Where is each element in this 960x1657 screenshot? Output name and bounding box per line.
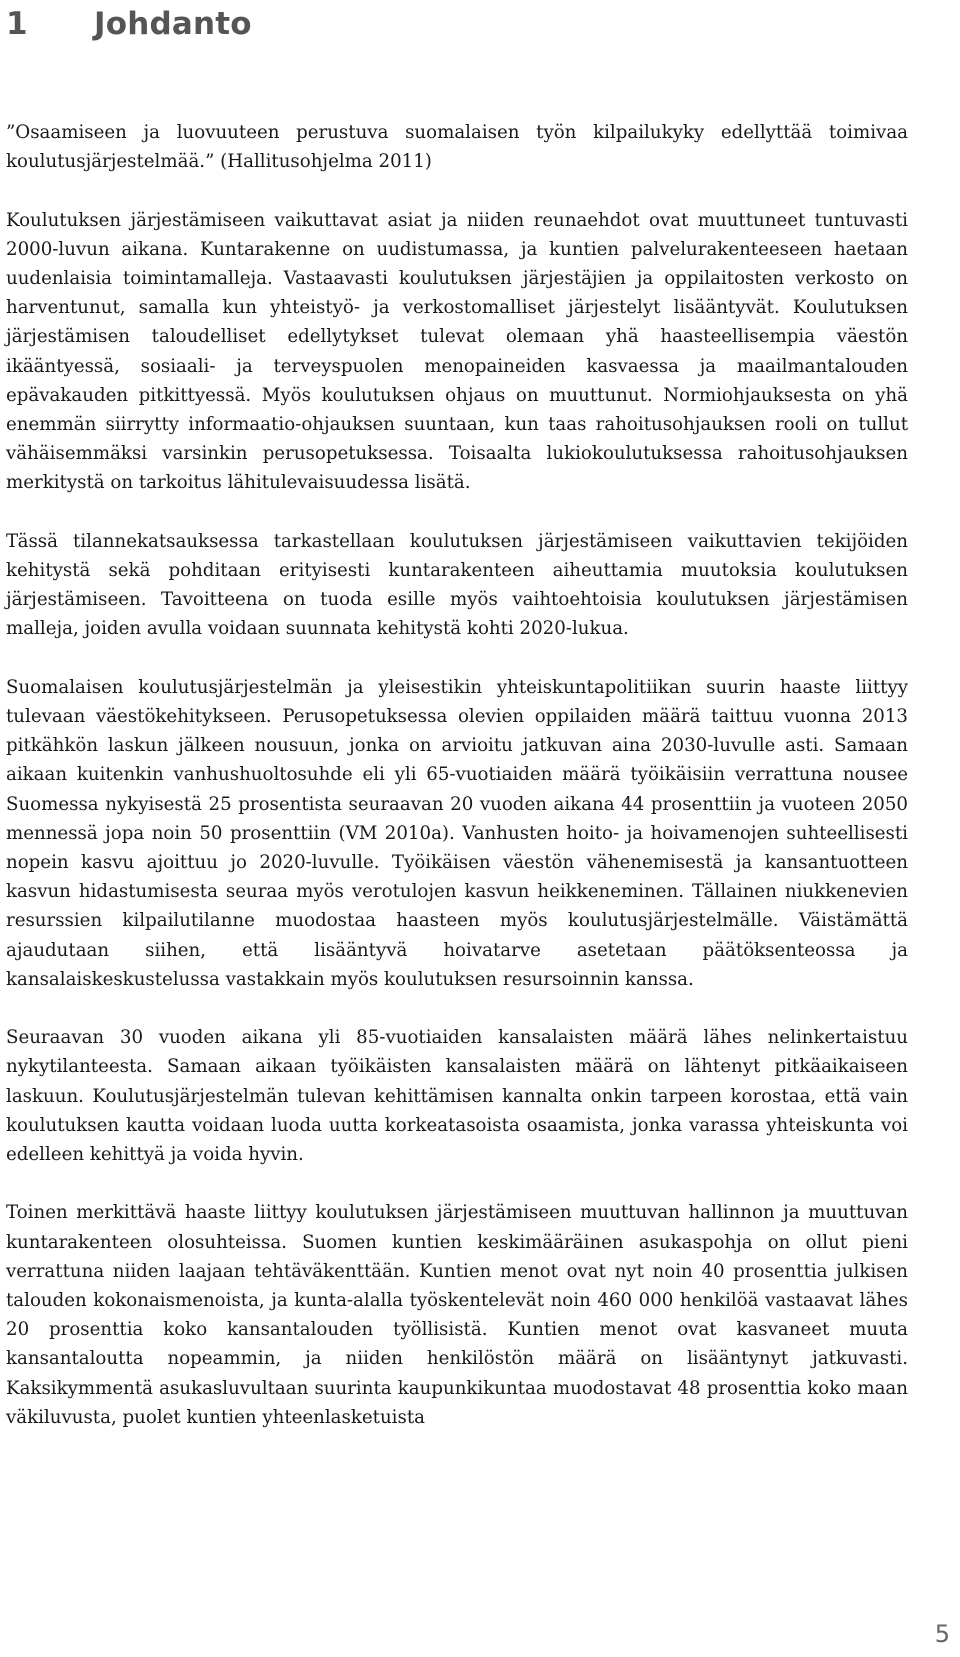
chapter-number: 1 <box>6 6 28 42</box>
paragraph: Toinen merkittävä haaste liittyy koulutuksen järjestämiseen muuttuvan hallinnon ja muuttuvan kuntarakenteen olosuhteissa. Suomen kuntien keskimääräinen asukaspohja on ollut pieni verrattuna niiden laajaan tehtäväkenttään. Kuntien menot ovat nyt noin 40 prosenttia julkisen talouden kokonaismenoista, ja kunta-alalla työskentelevät noin 460 000 henkilöä vastaavat lähes 20 prosenttia koko kansantalouden työllisistä. Kuntien menot ovat kasvaneet muuta kansantaloutta nopeammin, ja niiden henkilöstön määrä on lisääntynyt jatkuvasti. Kaksikymmentä asukasluvultaan suurinta kaupunkikuntaa muodostavat 48 prosenttia koko maan väkiluvusta, puolet kuntien yhteenlasketuista <box>6 1202 908 1428</box>
body-text <box>6 118 908 1461</box>
quote-paragraph: ”Osaamiseen ja luovuuteen perustuva suomalaisen työn kilpailukyky edellyttää toimivaa koulutusjärjestelmää.” (Hallitusohjelma 2011) <box>6 122 908 173</box>
paragraph: Tässä tilannekatsauksessa tarkastellaan koulutuksen järjestämiseen vaikuttavien tekijöiden kehitystä sekä pohditaan erityisesti kuntarakenteen aiheuttamia muutoksia koulutuksen järjestämiseen. Tavoitteena on tuoda esille myös vaihtoehtoisia koulutuksen järjestämisen malleja, joiden avulla voidaan suunnata kehitystä kohti 2020-lukua. <box>6 530 908 640</box>
paragraph: Seuraavan 30 vuoden aikana yli 85-vuotiaiden kansalaisten määrä lähes nelinkertaistuu nykytilanteesta. Samaan aikaan työikäisten kansalaisten määrä on lähtenyt pitkäaikaiseen laskuun. Koulutusjärjestelmän tulevan kehittämisen kannalta onkin tarpeen korostaa, että vain koulutuksen kautta voidaan luoda uutta korkeatasoista osaamista, jonka varassa yhteiskunta voi edelleen kehittyä ja voida hyvin. <box>6 1027 908 1166</box>
chapter-title: Johdanto <box>94 6 252 42</box>
chapter-heading <box>6 0 252 48</box>
paragraph: Suomalaisen koulutusjärjestelmän ja yleisestikin yhteiskuntapolitiikan suurin haaste liittyy tulevaan väestökehitykseen. Perusopetuksessa olevien oppilaiden määrä taittuu vuonna 2013 pitkähkön laskun jälkeen nousuun, jonka on arvioitu jatkuvan aina 2030-luvulle asti. Samaan aikaan kuitenkin vanhushuoltosuhde eli yli 65-vuotiaiden määrä työikäisiin verrattuna nousee Suomessa nykyisestä 25 prosentista seuraavan 20 vuoden aikana 44 prosenttiin ja vuoteen 2050 mennessä jopa noin 50 prosenttiin (VM 2010a). Vanhusten hoito- ja hoivamenojen suhteellisesti nopein kasvu ajoittuu jo 2020-luvulle. Työikäisen väestön vähenemisestä ja kansantuotteen kasvun hidastumisesta seuraa myös verotulojen kasvun heikkeneminen. Tällainen niukkenevien resurssien kilpailutilanne muodostaa haasteen myös koulutusjärjestelmälle. Väistämättä ajaudutaan siihen, että lisääntyvä hoivatarve asetetaan päätöksenteossa ja kansalaiskeskustelussa vastakkain myös koulutuksen resursoinnin kanssa. <box>6 676 908 990</box>
paragraph: Koulutuksen järjestämiseen vaikuttavat asiat ja niiden reunaehdot ovat muuttuneet tuntuvasti 2000-luvun aikana. Kuntarakenne on uudistumassa, ja kuntien palvelurakenteeseen haetaan uudenlaisia toimintamalleja. Vastaavasti koulutuksen järjestäjien ja oppilaitosten verkosto on harventunut, samalla kun yhteistyö- ja verkostomalliset järjestelyt lisääntyvät. Koulutuksen järjestämisen taloudelliset edellytykset tulevat olemaan yhä haasteellisempia väestön ikääntyessä, sosiaali- ja terveyspuolen menopaineiden kasvaessa ja maailmantalouden epävakauden pitkittyessä. Myös koulutuksen ohjaus on muuttunut. Normiohjauksesta on yhä enemmän siirrytty informaatio-ohjauksen suuntaan, kun taas rahoitusohjauksen rooli on tullut vähäisemmäksi varsinkin perusopetuksessa. Toisaalta lukiokoulutuksessa rahoitusohjauksen merkitystä on tarkoitus lähitulevaisuudessa lisätä. <box>6 209 908 494</box>
page-number: 5 <box>934 1620 950 1648</box>
